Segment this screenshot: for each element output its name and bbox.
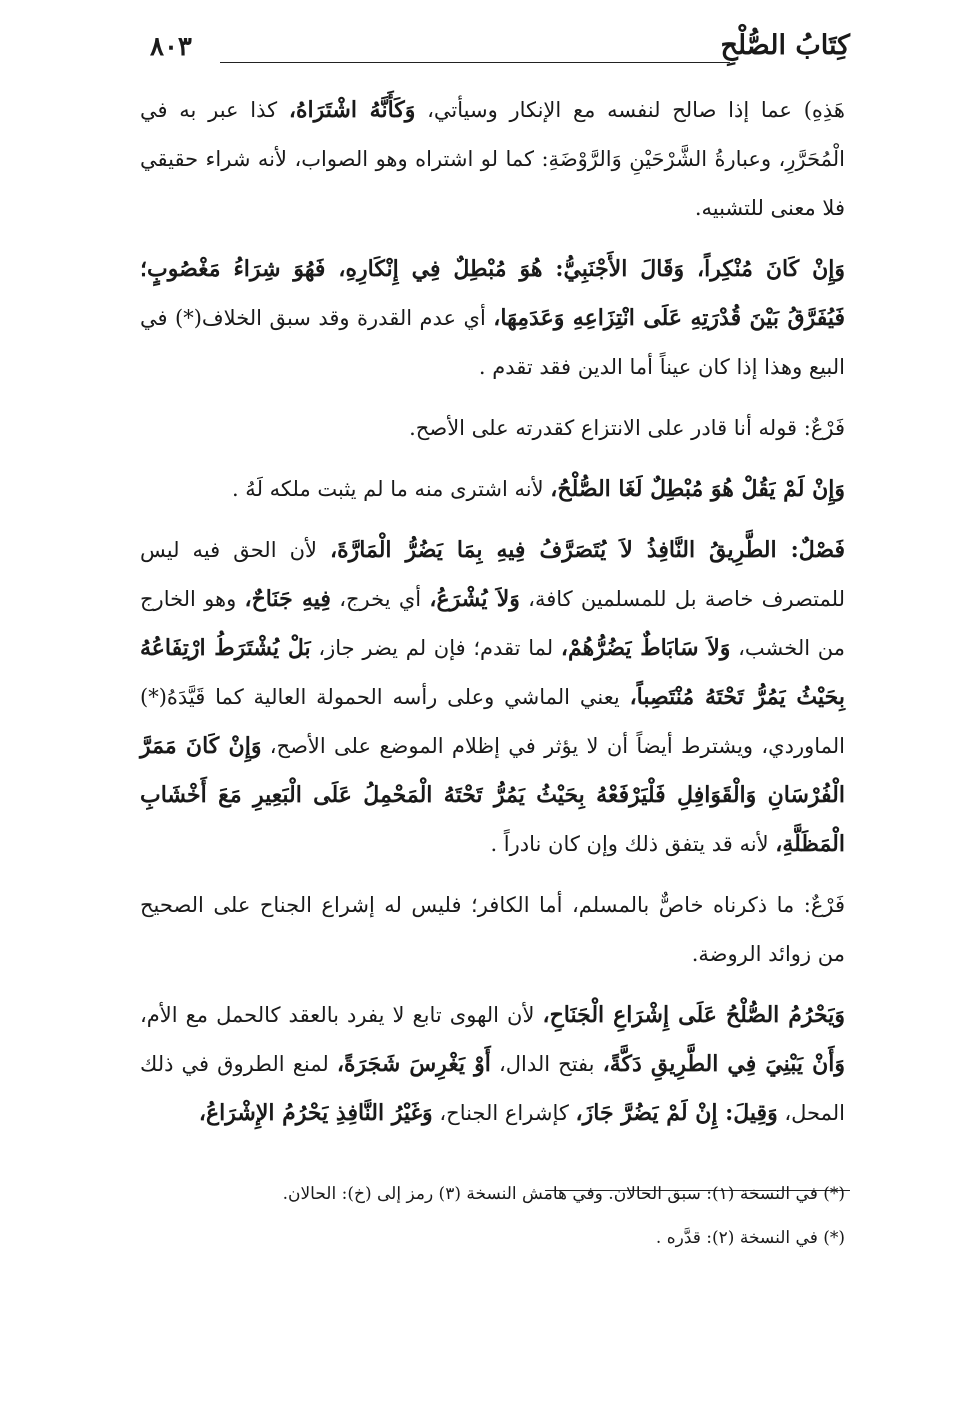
page-number: ٨٠٣: [150, 32, 192, 62]
header-rule: [220, 62, 730, 63]
commentary-text: أي يخرج،: [330, 587, 430, 611]
matn-text: وَقِيلَ: إِنْ لَمْ يَضُرَّ جَازَ،: [575, 1100, 778, 1126]
footnote: (*) في النسخة (٢): قدَّره .: [655, 1228, 845, 1248]
matn-text: وَإِنْ كَانَ مُنْكِراً، وَقَالَ الأَجْنَبِيُّ: هُوَ مُبْطِلٌ فِي إِنْكَارِهِ، فَهُوَ شِرَاءُ مَغْصُوبٍ؛ فَيُفَرَّقُ بَيْنَ قُدْرَتِهِ عَلَى انْتِزَاعِهِ وَعَدَمِهَا،: [140, 256, 845, 331]
commentary-text: بفتح الدال،: [490, 1052, 603, 1076]
commentary-text: كذا عبر به في الْمُحَرَّرِ، وعبارةُ الشَّرْحَيْنِ وَالرَّوْضَةِ: كما لو اشتراه وهو الصواب، لأنه شراء حقيقي فلا معنى للتشبيه.: [140, 98, 845, 220]
paragraph: [140, 404, 845, 453]
matn-text: وَغَيْرُ النَّافِذِ يَحْرُمُ الإِشْرَاعُ،: [198, 1100, 433, 1126]
matn-text: أَوْ يَغْرِسَ شَجَرَةً،: [336, 1051, 491, 1077]
matn-text: وَأَنْ يَبْنِيَ فِي الطَّرِيقِ دَكَّةً،: [602, 1051, 846, 1077]
commentary-text: لمنع الطروق في ذلك المحل،: [140, 1052, 845, 1125]
matn-text: بَلْ يُشْتَرَطُ ارْتِفَاعُهُ بِحَيْثُ يَمُرُّ تَحْتَهُ مُنْتَصِباً،: [140, 635, 845, 710]
commentary-text: يعني الماشي وعلى رأسه الحمولة العالية كما قَيَّدَهُ(*) الماوردي، ويشترط أيضاً أن لا يؤثر في إظلام الموضع على الأصح،: [140, 685, 845, 758]
matn-text: فَصْلٌ: الطَّرِيقُ النَّافِذُ لاَ يُتَصَرَّفُ فِيهِ بِمَا يَضُرُّ الْمَارَّةَ،: [330, 537, 845, 563]
matn-text: وَإِنْ كَانَ مَمَرَّ الْفُرْسَانِ وَالْقَوَافِلِ فَلْيَرْفَعْهُ بِحَيْثُ يَمُرُّ تَحْتَهُ الْمَحْمِلُ عَلَى الْبَعِيرِ مَعَ أَخْشَابِ الْمَظَلَّةِ،: [140, 733, 845, 857]
commentary-text: لما تقدم؛ فإن لم يضر جاز،: [310, 636, 561, 660]
commentary-text: فَرْعٌ: قوله أنا قادر على الانتزاع كقدرته على الأصح.: [409, 416, 845, 440]
paragraph: [140, 86, 845, 233]
footnotes: [160, 1172, 845, 1260]
commentary-text: لأنه اشترى منه ما لم يثبت ملكه لَهُ .: [231, 477, 551, 501]
paragraph: [140, 245, 845, 392]
commentary-text: لأنه قد يتفق ذلك وإن كان نادراً .: [490, 832, 776, 856]
matn-text: وَلاَ يُشْرَعُ،: [429, 586, 520, 612]
commentary-text: كإشراع الجناح،: [432, 1101, 576, 1125]
paragraph: [140, 526, 845, 869]
page-header: [150, 24, 850, 68]
matn-text: وَلاَ سَابَاطٌ يَضُرُّهُمْ،: [560, 635, 731, 661]
commentary-text: لأن الهوى تابع لا يفرد بالعقد كالحمل مع الأم،: [140, 1003, 543, 1027]
main-text: [140, 86, 845, 1150]
paragraph: [140, 465, 845, 514]
commentary-text: وهو الخارج من الخشب،: [140, 587, 845, 660]
matn-text: وَإِنْ لَمْ يَقُلْ هُوَ مُبْطِلٌ لَغَا الصُّلْحُ،: [550, 476, 845, 502]
paragraph: [140, 991, 845, 1138]
matn-text: فِيهِ جَنَاحٌ،: [244, 586, 331, 612]
footnote: (*) في النسخة (١): سبق الحالان. وفي هامش النسخة (٣) رمز إلى (خ): الحالان.: [282, 1184, 845, 1204]
commentary-text: أي عدم القدرة وقد سبق الخلاف(*) في البيع وهذا إذا كان عيناً أما الدين فقد تقدم .: [140, 306, 845, 379]
matn-text: وَكَأَنَّهُ اشْتَرَاهُ،: [288, 97, 416, 123]
commentary-text: لأن الحق فيه ليس للمتصرف خاصة بل للمسلمين كافة،: [140, 538, 845, 611]
paragraph: [140, 881, 845, 979]
chapter-title: كِتَابُ الصُّلْحِ: [720, 30, 850, 61]
matn-text: وَيَحْرُمُ الصُّلْحُ عَلَى إِشْرَاعِ الْجَنَاحِ،: [542, 1002, 845, 1028]
commentary-text: فَرْعٌ: ما ذكرناه خاصٌّ بالمسلم، أما الكافر؛ فليس له إشراع الجناح على الصحيح من زوائد الروضة.: [140, 893, 845, 966]
commentary-text: هَذِهِ) عما إذا صالح لنفسه مع الإنكار وسيأتي،: [415, 98, 845, 122]
